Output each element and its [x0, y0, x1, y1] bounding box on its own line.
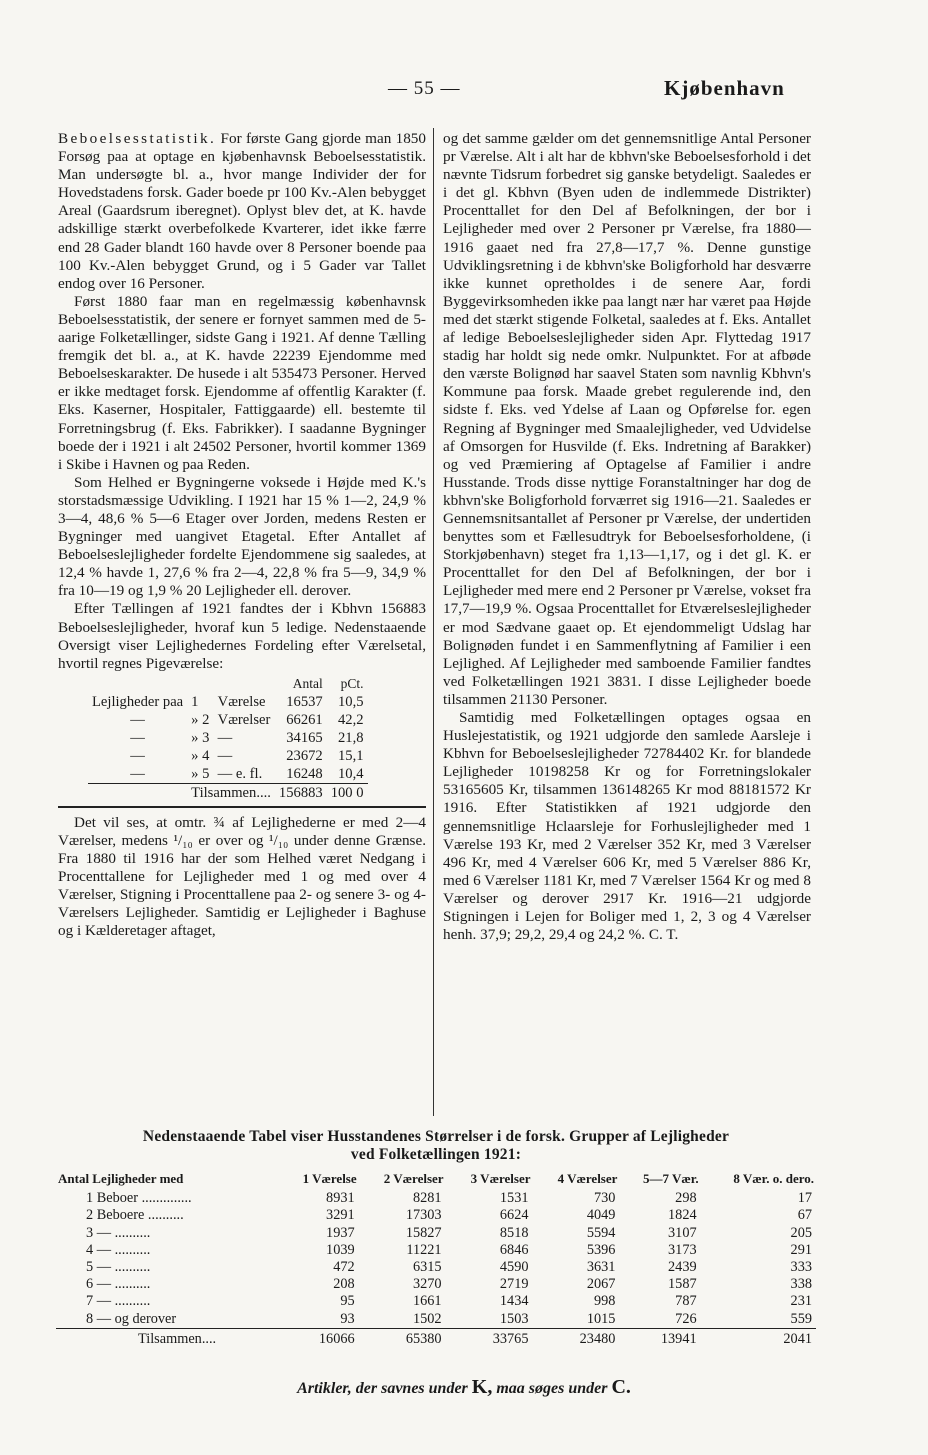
table-title-line-2: ved Folketællingen 1921: — [350, 1146, 522, 1163]
row-rooms: 1 — [191, 693, 199, 710]
paragraph-1880: Først 1880 faar man en regelmæssig københavnsk Beboelsesstatistik, der senere er fornyet sammen med de 5-aarige Folketællinger, sidste Gang i 1921. Af denne Tælling fremgik det bl. a., at K. havde 22239 Ejendomme med Beboelseskarakter. De husede i alt 535473 Personer. Herved er ikke medtaget forsk. Ejendomme af offentlig Karakter (f. Eks. Kaserner, Hospitaler, Fattiggaarde) ell. bestemte til Forretningsbrug (f. Eks. Fabrikker). I saadanne Bygninger boede der i 1921 i alt 24502 Personer, hvortil kommer 1369 i Skibe i Havnen og paa Reden. — [58, 292, 426, 473]
table-cell: 15827 — [405, 1224, 442, 1241]
row-unit: Værelse — [217, 693, 266, 710]
table-cell: 4049 — [586, 1207, 616, 1224]
table-cell: 298 — [675, 1190, 697, 1207]
row-antal: 16537 — [286, 693, 323, 710]
table-cell: 8931 — [326, 1190, 355, 1207]
table-header-row — [56, 1170, 816, 1190]
table-row — [56, 1207, 816, 1224]
table-cell: 11221 — [406, 1241, 442, 1258]
table-row — [56, 1225, 816, 1242]
row-pct: 42,2 — [338, 711, 364, 728]
table-title — [56, 1128, 816, 1164]
row-label: 1 Beboer .............. — [86, 1190, 192, 1207]
row-antal: 66261 — [286, 711, 323, 728]
total-cell: 33765 — [446, 1328, 533, 1348]
page-number: — 55 — — [388, 78, 461, 99]
table-cell: 1434 — [499, 1293, 529, 1310]
total-label: Tilsammen.... — [56, 1328, 280, 1348]
column-header-pct: pCt. — [340, 675, 364, 691]
row-label: 8 — og derover — [86, 1310, 177, 1327]
column-header: 5—7 Vær. — [643, 1171, 699, 1186]
table-cell: 3107 — [668, 1224, 697, 1241]
footer-text: maa søges under — [492, 1380, 612, 1397]
column-header: 1 Værelse — [302, 1171, 357, 1186]
paragraph-det-vil-ses: Det vil ses, at omtr. ¾ af Lejlighederne er med 2—4 Værelser, medens ¹/₁₀ er over og ¹/₁₀ under denne Grænse. Fra 1880 til 1916 har der som Helhed været Nedgang i Procenttallene for Lejligheder med 1 og med over 4 Værelser, Stigning i Procenttallene paa 2- og senere 3- og 4-Værelsers Lejligheder. Samtidig er Lejligheder i Baghuse og i Kælderetager aftaget, — [58, 813, 426, 940]
table-cell: 730 — [593, 1190, 616, 1207]
row-antal: 16248 — [275, 765, 327, 784]
paragraph-beboelsesstatistik — [58, 130, 426, 293]
table-row — [56, 1293, 816, 1310]
table-cell: 17 — [797, 1190, 812, 1207]
table-cell: 333 — [790, 1259, 812, 1276]
table-cell: 1039 — [326, 1241, 355, 1258]
table-cell: 3291 — [326, 1207, 355, 1224]
row-label: 5 — .......... — [86, 1259, 151, 1276]
table-cell: 3631 — [586, 1259, 616, 1276]
page-header — [0, 78, 928, 102]
total-cell: 16066 — [280, 1328, 359, 1348]
table-cell: 1015 — [586, 1310, 616, 1327]
column-divider — [433, 128, 434, 1116]
row-unit: Værelser — [217, 711, 271, 728]
row-pct: 21,8 — [338, 729, 364, 746]
table-total-row — [88, 783, 368, 802]
table-cell: 67 — [797, 1207, 812, 1224]
table-row — [56, 1259, 816, 1276]
table-cell: 5396 — [586, 1241, 616, 1258]
paragraph-text: For første Gang gjorde man 1850 Forsøg paa at optage en kjøbenhavnsk Beboelsesstatistik. Man undersøgte bl. a., hvor mange Individer der for Hovedstadens forsk. Gader boede pr 100 Kv.-Alen bebygget Areal (Gaardsrum iberegnet). Oplyst blev det, at K. havde adskillige stærkt overbefolkede Kvarterer, idet ikke færre end 28 Gader blandt 160 havde over 8 Personer boende paa 100 Kv.-Alen bebygget Grund, og i 5 Gader var Tallet endog over 16 Personer. — [58, 130, 426, 292]
table-cell: 1531 — [499, 1190, 529, 1207]
table-cell: 1824 — [668, 1207, 697, 1224]
apartment-distribution-table — [88, 675, 368, 802]
table-row — [88, 729, 368, 747]
row-label: — — [88, 765, 187, 784]
total-cell: 13941 — [619, 1328, 700, 1348]
total-pct: 100 0 — [330, 784, 364, 801]
row-rooms: » 4 — [191, 747, 210, 764]
table-cell: 998 — [593, 1293, 616, 1310]
table-cell: 93 — [340, 1310, 355, 1327]
row-rooms: » 3 — [191, 729, 210, 746]
footer-text: Artikler, der savnes under — [297, 1380, 472, 1397]
row-label: 3 — .......... — [86, 1224, 151, 1241]
table-cell: 1502 — [412, 1310, 442, 1327]
paragraph-continuation: og det samme gælder om det gennemsnitlige Antal Personer pr Værelse. Alt i alt har de kbhvn'ske Beboelsesforhold i det nævnte Tidsrum forbedret sig ganske betydeligt. Saaledes er i det gl. Kbhvn (Byen uden de indlemmede Distrikter) Procenttallet for den Del af Befolkningen, der bor i Lejligheder med over 2 Personer pr Værelse, fra 1880—1916 gaaet ned fra 27,8—17,7 %. Denne gunstige Udviklingsretning i de kbhvn'ske Boligforhold har desværre ikke kunnet opretholdes i de senere Aar, fordi Byggevirksomheden ikke paa langt nær har været paa Højde med det stærkt stigende Folketal, saaledes at f. Eks. Antallet af ledige Beboelseslejligheder siden Apr. Flyttedag 1917 stadig har holdt sig nede omkr. Nulpunktet. For at afbøde den værste Bolignød har saavel Staten som navnlig Kbhvn's Kommune paa forsk. Maade grebet regulerende ind, den sidste f. Eks. ved Ydelse af Laan og Opførelse for. egen Regning af Bygninger med Smaalejligheder, ved Udvidelse af Omsorgen for Husvilde (f. Eks. Indretning af Barakker) og ved Præmiering af Optagelse af Familier i andre Husstande. Trods disse nyttige Foranstaltninger har dog de kbhvn'ske Boligforhold forværret sig 1916—21. Saaledes er Gennemsnitsantallet af Personer pr Værelse, der undertiden benyttes som et Fællesudtryk for Beboelsesforholdene, (i Storkjøbenhavn) steget fra 1,13—1,17, og i det gl. K. er Procenttallet for den Del af Befolkningen, der bor i Lejligheder med mere end 2 Personer pr Værelse, vokset fra 17,7—19,9 %. Ogsaa Procenttallet for Etværelseslejligheder er mod Sædvane gaaet op. Et ejendommeligt Udslag har Bolignøden fundet i en Sammenflytning af Familier i een Lejlighed. Af Lejligheder med samboende Familier fandtes ved Folketællingen 1921 3831. I disse Lejligheder boede tilsammen 21130 Personer. — [443, 130, 811, 708]
table-cell: 338 — [790, 1276, 812, 1293]
table-cell: 1937 — [326, 1224, 355, 1241]
table-row — [88, 765, 368, 784]
table-cell: 1503 — [499, 1310, 529, 1327]
table-cell: 8281 — [412, 1190, 442, 1207]
table-cell: 5594 — [586, 1224, 616, 1241]
row-label: 2 Beboere .......... — [86, 1207, 184, 1224]
row-unit: — — [217, 729, 233, 746]
row-label: 4 — .......... — [86, 1241, 151, 1258]
table-cell: 17303 — [405, 1207, 442, 1224]
row-rooms: » 5 — [187, 765, 213, 784]
total-cell: 2041 — [701, 1328, 816, 1348]
table-cell: 205 — [790, 1224, 812, 1241]
row-unit: — — [217, 747, 233, 764]
household-size-table — [56, 1170, 816, 1348]
table-cell: 291 — [790, 1241, 812, 1258]
row-label: — — [130, 711, 145, 728]
table-row — [56, 1242, 816, 1259]
table-row — [56, 1276, 816, 1293]
table-row — [88, 711, 368, 729]
table-row — [56, 1190, 816, 1207]
footer-letter-c: C. — [611, 1376, 631, 1398]
row-unit: — e. fl. — [214, 765, 275, 784]
column-header: 8 Vær. o. dero. — [733, 1171, 814, 1186]
table-cell: 726 — [675, 1310, 697, 1327]
total-label: Tilsammen.... — [191, 784, 271, 801]
row-pct: 15,1 — [338, 747, 364, 764]
column-header: 4 Værelser — [557, 1171, 618, 1186]
table-cell: 95 — [340, 1293, 355, 1310]
table-cell: 2439 — [668, 1259, 697, 1276]
row-label: Lejligheder paa — [92, 693, 184, 710]
table-divider — [58, 806, 426, 808]
footer-letter-k: K, — [471, 1376, 493, 1398]
table-total-row — [56, 1328, 816, 1348]
row-antal: 34165 — [286, 729, 323, 746]
table-cell: 6315 — [412, 1259, 442, 1276]
table-row — [88, 747, 368, 765]
column-header-label: Antal Lejligheder med — [58, 1171, 184, 1186]
paragraph-taellingen-1921: Efter Tællingen af 1921 fandtes der i Kbhvn 156883 Beboelseslejligheder, hvoraf kun 5 ledige. Nedenstaaende Oversigt viser Lejlighedernes Fordeling efter Værelsetal, hvortil regnes Pigeværelse: — [58, 600, 426, 672]
column-header-antal: Antal — [292, 675, 323, 691]
row-label: — — [130, 747, 145, 764]
table-row — [88, 693, 368, 711]
section-lead: Beboelsesstatistik. — [58, 130, 217, 147]
total-cell: 23480 — [532, 1328, 619, 1348]
total-cell: 65380 — [359, 1328, 446, 1348]
table-cell: 6624 — [499, 1207, 529, 1224]
table-cell: 208 — [333, 1276, 355, 1293]
paragraph-bygninger: Som Helhed er Bygningerne voksede i Højde med K.'s storstadsmæssige Udvikling. I 1921 har 15 % 1—2, 24,9 % 3—4, 48,6 % 5—6 Etager over Jorden, medens Resten er Bygninger med uangivet Etagetal. Efter Antallet af Beboelseslejligheder fordelte Ejendommene sig saaledes, at 12,4 % havde 1, 27,6 % fra 2—4, 22,8 % fra 5—9, 34,9 % fra 10—19 og 1,9 % 20 Lejligheder ell. derover. — [58, 473, 426, 600]
table-cell: 1661 — [412, 1293, 442, 1310]
left-column — [58, 130, 426, 940]
row-pct: 10,5 — [338, 693, 364, 710]
table-cell: 472 — [333, 1259, 355, 1276]
table-cell: 231 — [790, 1293, 812, 1310]
table-cell: 4590 — [499, 1259, 529, 1276]
row-label: 6 — .......... — [86, 1276, 151, 1293]
total-antal: 156883 — [278, 784, 323, 801]
right-column — [443, 130, 811, 944]
column-header: 3 Værelser — [470, 1171, 531, 1186]
footer-note — [0, 1376, 928, 1399]
household-size-table-section — [56, 1128, 816, 1348]
table-cell: 6846 — [499, 1241, 529, 1258]
table-cell: 3270 — [412, 1276, 442, 1293]
table-title-line-1: Nedenstaaende Tabel viser Husstandenes Størrelser i de forsk. Grupper af Lejligheder — [142, 1128, 730, 1145]
table-cell: 8518 — [499, 1224, 529, 1241]
row-label: 7 — .......... — [86, 1293, 151, 1310]
row-antal: 23672 — [286, 747, 323, 764]
row-label: — — [130, 729, 145, 746]
table-cell: 787 — [675, 1293, 697, 1310]
running-title: Kjøbenhavn — [664, 76, 785, 100]
row-rooms: » 2 — [191, 711, 210, 728]
table-cell: 559 — [790, 1310, 812, 1327]
column-header: 2 Værelser — [383, 1171, 444, 1186]
table-cell: 1587 — [668, 1276, 697, 1293]
row-pct: 10,4 — [327, 765, 368, 784]
paragraph-huslejestatistik: Samtidig med Folketællingen optages ogsaa en Huslejestatistik, og 1921 udgjorde den samlede Aarsleje i Kbhvn for Beboelseslejligheder 72784402 Kr. for blandede Lejligheder 10198258 Kr og for Forretningslokaler 53165605 Kr, tilsammen 136148265 Kr mod 88181572 Kr 1916. Efter Statistikken af 1921 udgjorde den gennemsnitlige Hclaarsleje for Forhuslejligheder med 1 Værelse 193 Kr, med 2 Værelser 352 Kr, med 3 Værelser 496 Kr, med 4 Værelser 606 Kr, med 5 Værelser 886 Kr, med 6 Værelser 1181 Kr, med 7 Værelser 1564 Kr og med 8 Værelser og derover 2917 Kr. 1916—21 udgjorde Stigningen i Lejen for Boliger med 1, 2, 3 og 4 Værelser henh. 37,9; 29,2, 29,4 og 24,2 %. C. T. — [443, 709, 811, 944]
table-cell: 2067 — [586, 1276, 616, 1293]
table-row — [56, 1311, 816, 1329]
table-cell: 2719 — [499, 1276, 529, 1293]
table-cell: 3173 — [668, 1241, 697, 1258]
